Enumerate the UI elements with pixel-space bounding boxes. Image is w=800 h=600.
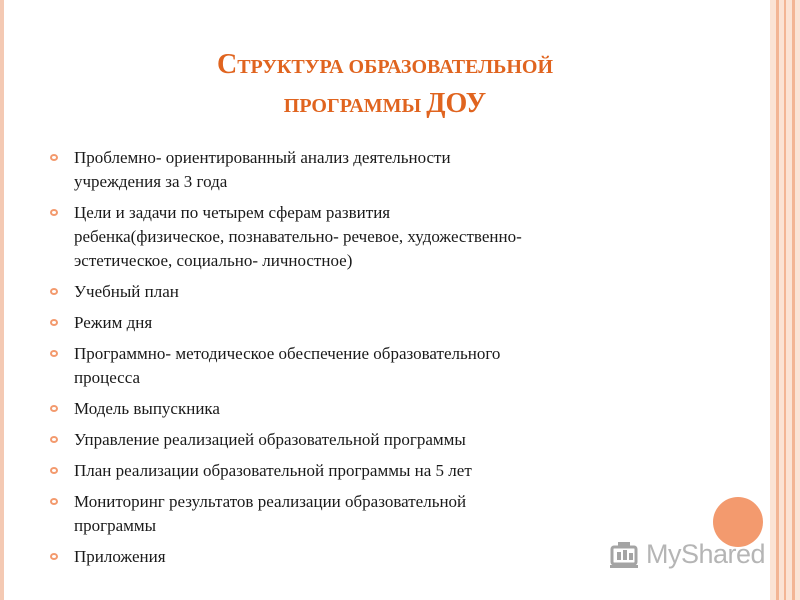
title-line1: ТРУКТУРА ОБРАЗОВАТЕЛЬНОЙ — [237, 56, 554, 78]
bullet-ring-icon — [50, 436, 58, 443]
band-stripe — [784, 0, 786, 600]
title-initial: С — [216, 49, 238, 80]
myshared-logo-icon — [608, 538, 642, 570]
bullet-line: процесса — [74, 368, 141, 387]
bullet-list — [49, 146, 729, 576]
bullet-ring-icon — [50, 350, 58, 357]
bullet-line: Проблемно- ориентированный анализ деятельности — [74, 148, 451, 167]
bullet-line: Цели и задачи по четырем сферам развития — [74, 203, 391, 222]
bullet-ring-icon — [50, 553, 58, 560]
list-item — [49, 201, 729, 273]
list-item — [49, 459, 729, 483]
bullet-line: ребенка(физическое, познавательно- речевое, художественно- — [74, 227, 522, 246]
left-edge-rule — [0, 0, 4, 600]
bullet-line: Модель выпускника — [74, 399, 220, 418]
bullet-line: Программно- методическое обеспечение образовательного — [74, 344, 501, 363]
watermark-text: MyShared — [646, 538, 766, 569]
bullet-ring-icon — [50, 319, 58, 326]
list-item — [49, 428, 729, 452]
bullet-ring-icon — [50, 288, 58, 295]
bullet-ring-icon — [50, 467, 58, 474]
bullet-ring-icon — [50, 209, 58, 216]
bullet-line: программы — [74, 516, 157, 535]
bullet-line: Управление реализацией образовательной программы — [74, 430, 466, 449]
right-decorative-band — [770, 0, 800, 600]
title-abbrev: ДОУ — [426, 88, 487, 119]
list-item — [49, 146, 729, 194]
slide-title — [60, 45, 710, 123]
bullet-line: Режим дня — [74, 313, 153, 332]
bullet-ring-icon — [50, 405, 58, 412]
bullet-line: Приложения — [74, 547, 166, 566]
bullet-ring-icon — [50, 154, 58, 161]
title-line2: ПРОГРАММЫ — [283, 95, 427, 117]
list-item — [49, 280, 729, 304]
band-stripe — [776, 0, 779, 600]
bullet-line: учреждения за 3 года — [74, 172, 228, 191]
bullet-line: План реализации образовательной программы на 5 лет — [74, 461, 472, 480]
myshared-watermark — [608, 537, 765, 571]
band-stripe — [792, 0, 795, 600]
bullet-line: эстетическое, социально- личностное) — [74, 251, 353, 270]
list-item — [49, 490, 729, 538]
list-item — [49, 397, 729, 421]
bullet-ring-icon — [50, 498, 58, 505]
list-item — [49, 342, 729, 390]
bullet-line: Учебный план — [74, 282, 179, 301]
list-item — [49, 311, 729, 335]
bullet-line: Мониторинг результатов реализации образовательной — [74, 492, 467, 511]
